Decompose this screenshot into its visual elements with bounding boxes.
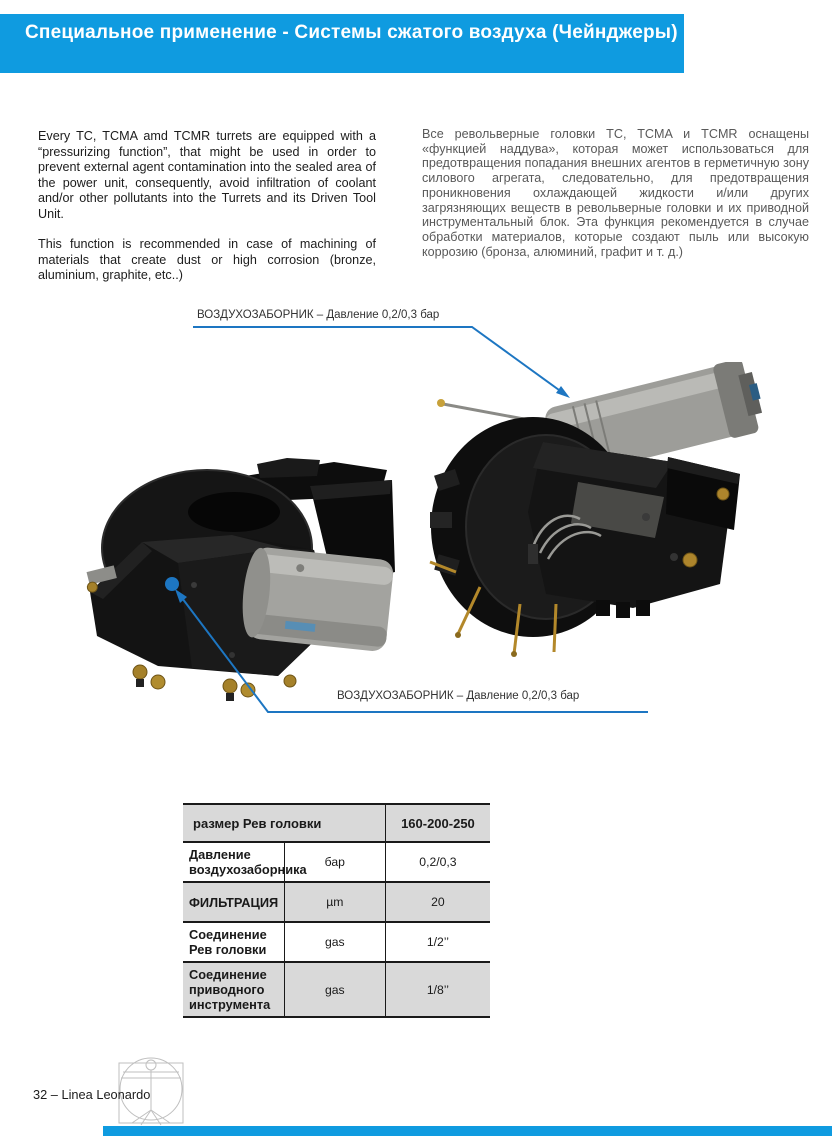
row-label: Соединение Рев головки — [189, 927, 267, 957]
table-row — [183, 922, 490, 962]
header-bar — [0, 14, 684, 73]
row-value: 20 — [385, 882, 490, 922]
row-unit: µm — [284, 882, 385, 922]
arrowhead-bottom-icon — [175, 589, 187, 603]
table-header-label: размер Рев головки — [193, 815, 322, 831]
table-row — [183, 842, 490, 882]
air-intake-callout-bottom: ВОЗДУХОЗАБОРНИК – Давление 0,2/0,3 бар — [337, 690, 580, 702]
air-intake-dot-icon — [165, 577, 179, 591]
english-paragraph-2: This function is recommended in case of machining of materials that create dust or high corrosion (bronze, aluminium, graphite, etc..) — [38, 237, 376, 282]
row-unit: бар — [284, 842, 385, 882]
row-value: 1/8’’ — [385, 962, 490, 1017]
row-value: 1/2’’ — [385, 922, 490, 962]
arrowhead-top-icon — [556, 386, 570, 398]
row-unit: gas — [284, 962, 385, 1017]
air-intake-callout-top: ВОЗДУХОЗАБОРНИК – Давление 0,2/0,3 бар — [197, 309, 440, 321]
intro-paragraphs-english — [38, 129, 376, 284]
table-row — [183, 882, 490, 922]
table-header-value: 160-200-250 — [385, 804, 490, 842]
row-label: Соединение приводного инструмента — [189, 967, 271, 1012]
english-paragraph-1: Every TC, TCMA amd TCMR turrets are equipped with a “pressurizing function”, that might be used in order to prevent external agent contamination into the sealed area of the power unit, consequently, avoid infiltration of coolant and/or other pollutants into the Turrets and its Driven Tool Unit. — [38, 129, 376, 221]
page-title: Специальное применение - Системы сжатого воздуха (Чейнджеры) — [25, 22, 678, 43]
intro-paragraph-russian: Все револьверные головки TC, TCMA и TCMR оснащены «функцией наддува», которая может использоваться для предотвращения попадания внешних агентов в герметичную зону силового агрегата, следовательно, для предотвращения проникновения охлаждающей жидкости и/или других загрязняющих веществ в револьверные головки и их приводной инструментальный блок. Эта функция рекомендуется в случае обработки материалов, которые создают пыль или высокую коррозию (бронза, алюминий, графит и т. д.) — [422, 127, 809, 259]
turret-right-illustration — [428, 362, 773, 657]
row-label: Давление воздухозаборника — [189, 847, 307, 877]
row-label: ФИЛЬТРАЦИЯ — [189, 894, 279, 910]
page-number-label: 32 – Linea Leonardo — [33, 1087, 151, 1102]
row-value: 0,2/0,3 — [385, 842, 490, 882]
callout-leader-lines — [0, 300, 832, 730]
spec-table — [183, 803, 490, 1018]
table-row — [183, 962, 490, 1017]
turret-left-illustration — [82, 450, 397, 705]
table-header-row — [183, 804, 490, 842]
row-unit: gas — [284, 922, 385, 962]
bottom-accent-bar — [103, 1126, 832, 1136]
